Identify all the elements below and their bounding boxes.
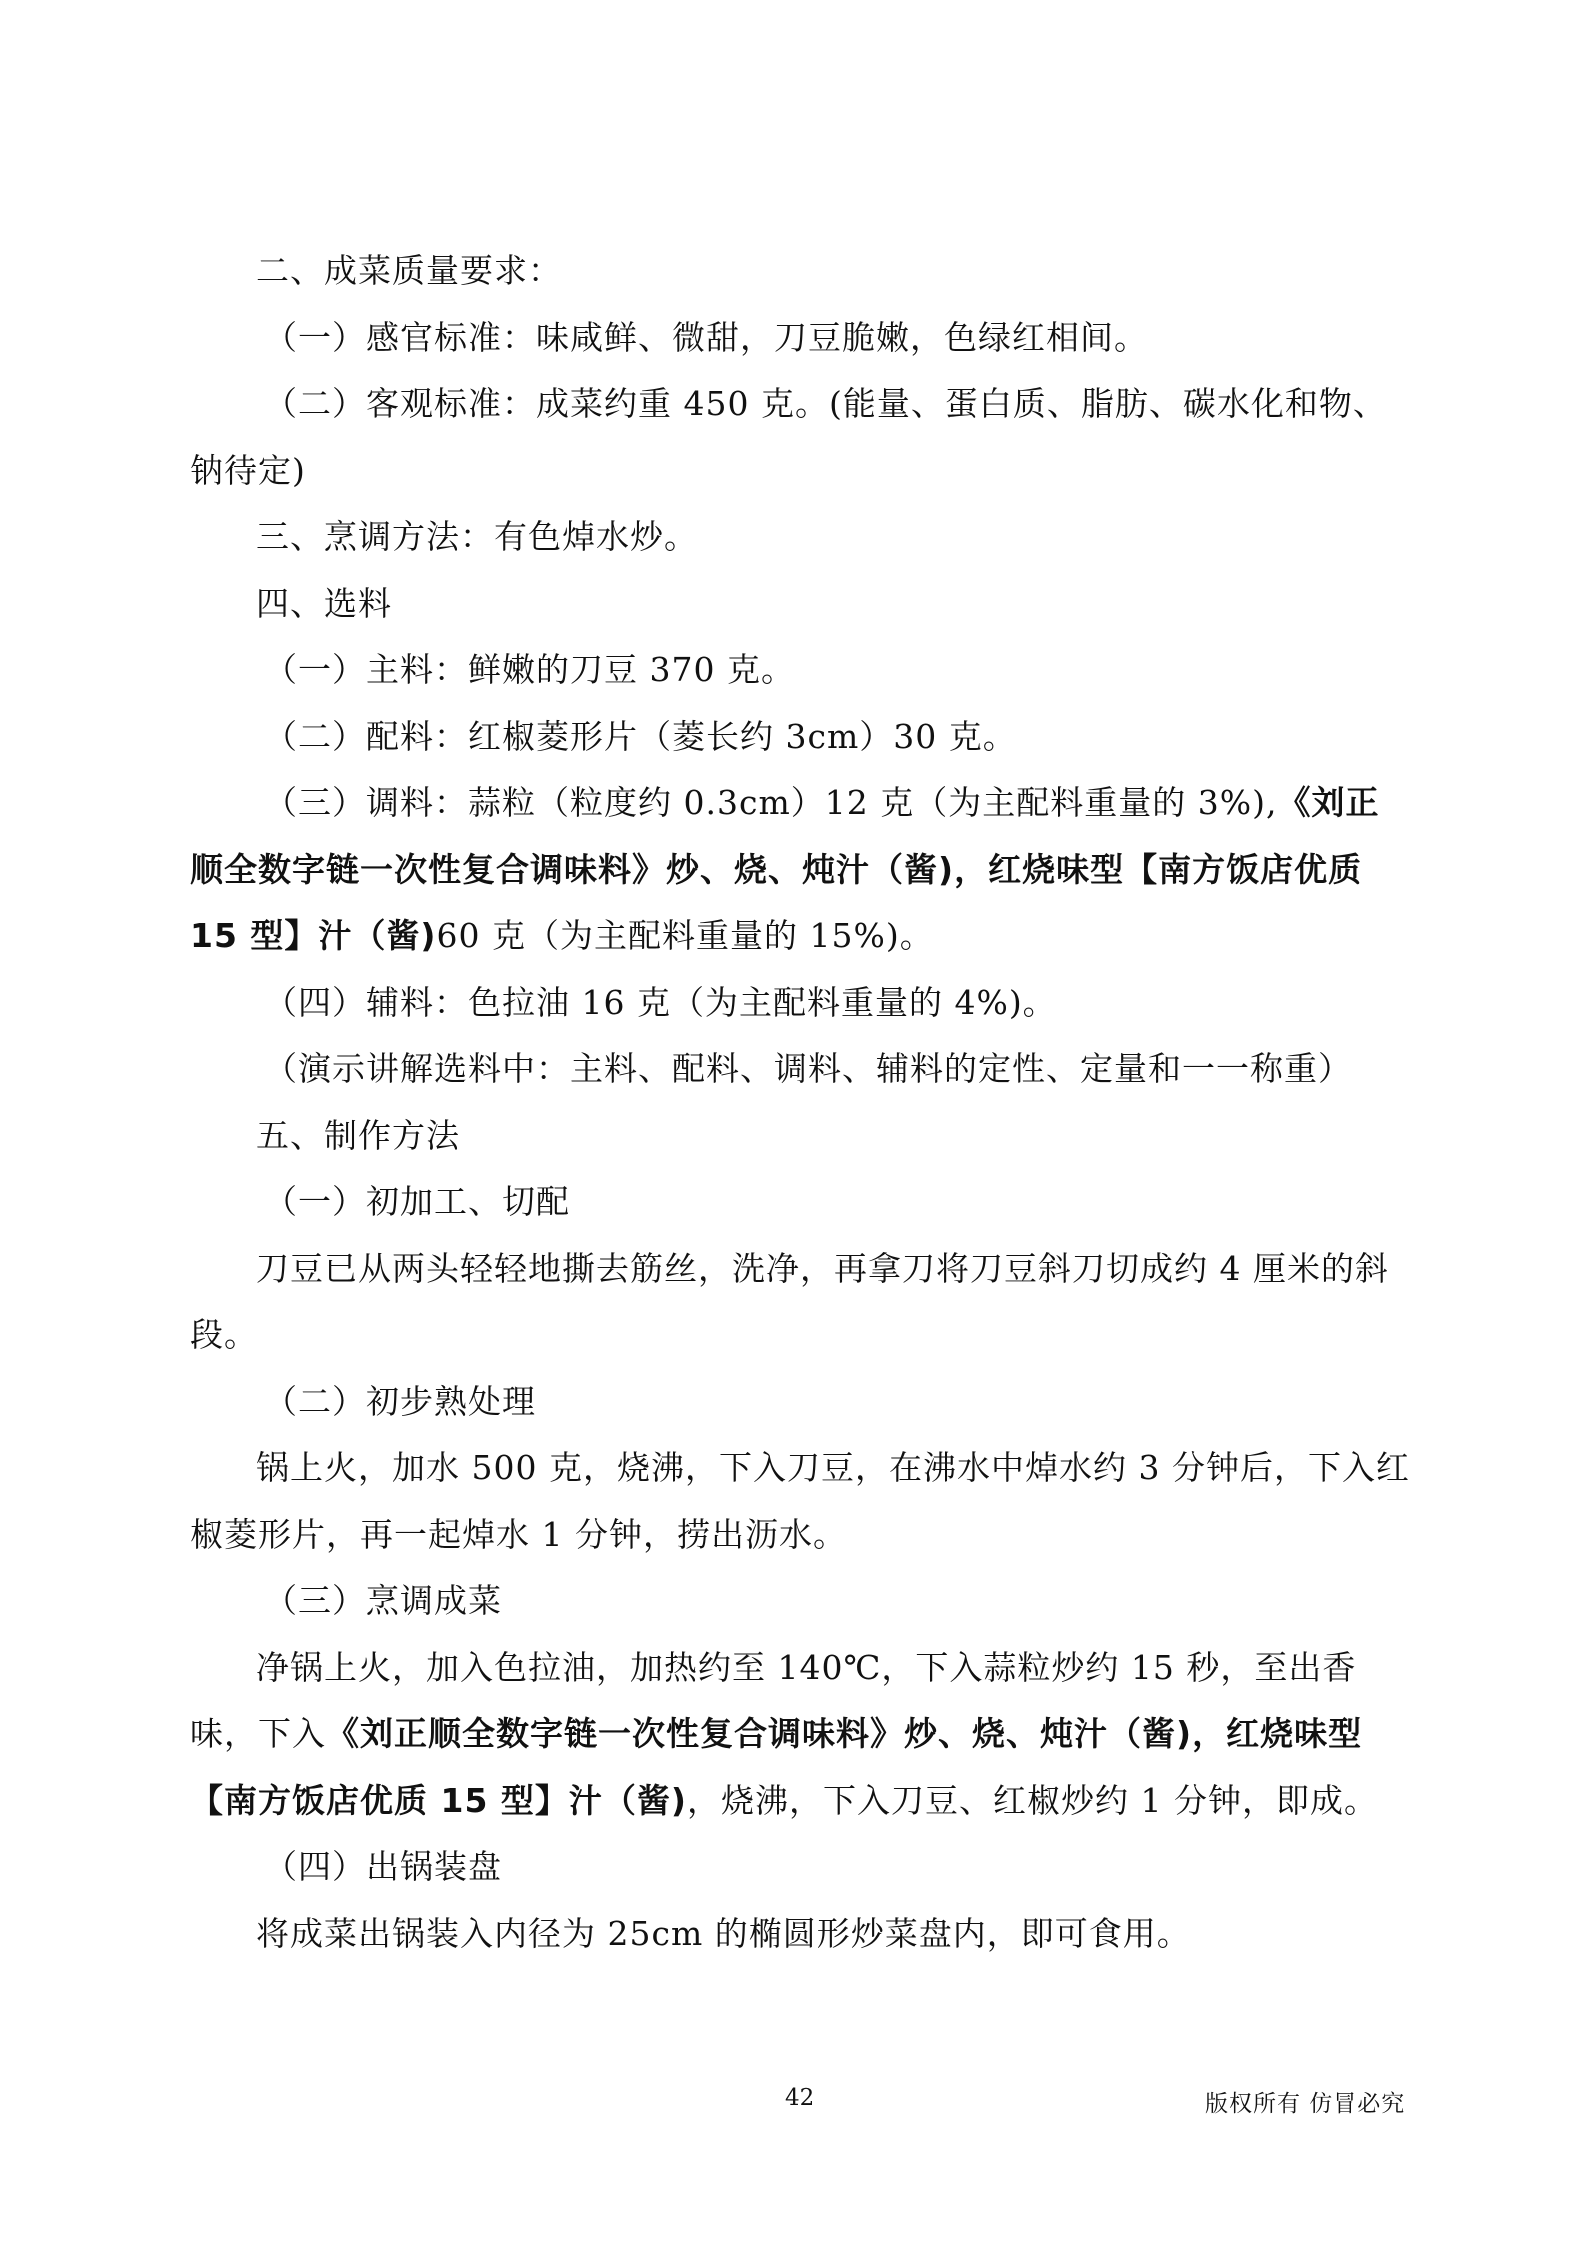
main-ingredient: （一）主料：鲜嫩的刀豆 370 克。: [264, 650, 795, 689]
cooking-dish-text: 净锅上火，加入色拉油，加热约至 140℃，下入蒜粒炒约 15 秒，至出香味，下入: [190, 1647, 1357, 1753]
heading-preliminary-cooking: （二）初步熟处理: [264, 1381, 536, 1421]
page-number: 42: [785, 2085, 815, 2111]
seasoning-text: （三）调料：蒜粒（粒度约 0.3cm）12 克（为主配料重量的 3%),: [264, 783, 1278, 822]
document-body: [190, 238, 1412, 1967]
heading-plating: （四）出锅装盘: [264, 1847, 502, 1886]
cooking-dish-text-end: ，烧沸，下入刀豆、红椒炒约 1 分钟，即成。: [686, 1780, 1378, 1820]
copyright-notice: 版权所有 仿冒必究: [1205, 2091, 1406, 2117]
cooking-dish-paragraph: [190, 1635, 1412, 1835]
seasoning-amount: 60 克（为主配料重量的 15%)。: [436, 916, 934, 955]
page-footer: [0, 2085, 1587, 2121]
objective-standard: （二）客观标准：成菜约重 450 克。(能量、蛋白质、脂肪、碳水化和物、钠待定): [190, 384, 1387, 490]
heading-quality-requirements: 二、成菜质量要求：: [256, 251, 562, 290]
plating-text: 将成菜出锅装入内径为 25cm 的椭圆形炒菜盘内，即可食用。: [256, 1913, 1191, 1953]
side-ingredient: （二）配料：红椒菱形片（菱长约 3cm）30 克。: [264, 716, 1017, 756]
heading-ingredients: 四、选料: [256, 583, 392, 623]
demo-note: （演示讲解选料中：主料、配料、调料、辅料的定性、定量和一一称重）: [264, 1049, 1352, 1088]
heading-cooking-method: 三、烹调方法：有色焯水炒。: [256, 517, 698, 556]
cooking-dish-product-name: 《刘正顺全数字链一次性复合调味料》炒、烧、炖汁（酱)，红烧味型【南方饭店优质 15 型】汁（酱): [190, 1714, 1363, 1820]
auxiliary-ingredient: （四）辅料：色拉油 16 克（为主配料重量的 4%)。: [264, 982, 1057, 1022]
heading-initial-processing: （一）初加工、切配: [264, 1182, 570, 1221]
preliminary-cooking-text: 锅上火，加水 500 克，烧沸，下入刀豆，在沸水中焯水约 3 分钟后，下入红椒菱形片，再一起焯水 1 分钟，捞出沥水。: [190, 1448, 1410, 1554]
sensory-standard: （一）感官标准：味咸鲜、微甜，刀豆脆嫩，色绿红相间。: [264, 317, 1148, 357]
heading-cooking-dish: （三）烹调成菜: [264, 1581, 502, 1620]
seasoning-product-name: 《刘正顺全数字链一次性复合调味料》炒、烧、炖汁（酱)，红烧味型【南方饭店优质 15 型】汁（酱): [190, 783, 1380, 955]
initial-processing-text: 刀豆已从两头轻轻地撕去筋丝，洗净，再拿刀将刀豆斜刀切成约 4 厘米的斜段。: [190, 1248, 1389, 1354]
heading-preparation-method: 五、制作方法: [256, 1115, 460, 1155]
seasoning-paragraph: [190, 770, 1412, 970]
